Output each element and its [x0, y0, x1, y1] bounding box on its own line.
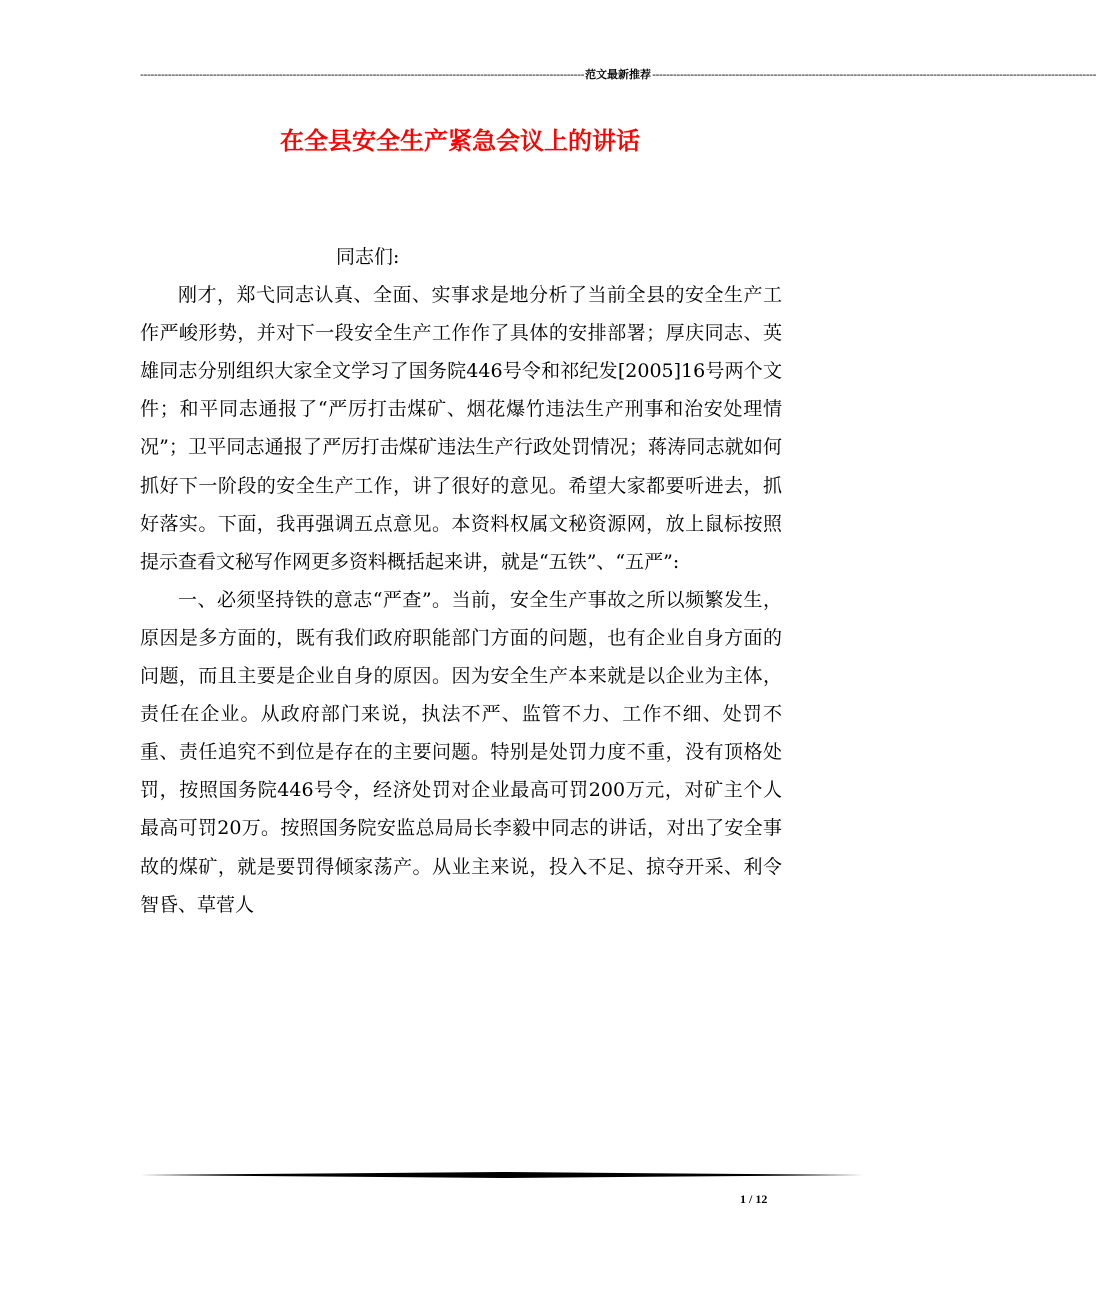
page-number: 1 / 12: [740, 1192, 768, 1206]
salutation: 同志们:: [336, 246, 400, 268]
footer-rule: [140, 1172, 864, 1178]
header-label: 范文最新推荐: [585, 68, 652, 81]
document-body: [140, 238, 782, 924]
header-rule-left: --------------------------------------------------------------------------------------------------------------------------------: [140, 68, 585, 81]
header-rule-right: --------------------------------------------------------------------------------------------------------------------------------: [652, 68, 1096, 81]
paragraph: 刚才，郑弋同志认真、全面、实事求是地分析了当前全县的安全生产工作严峻形势，并对下一段安全生产工作作了具体的安排部署；厚庆同志、英雄同志分别组织大家全文学习了国务院446号令和祁纪发[2005]16号两个文件；和平同志通报了“严厉打击煤矿、烟花爆竹违法生产刑事和治安处理情况”；卫平同志通报了严厉打击煤矿违法生产行政处罚情况；蒋涛同志就如何抓好下一阶段的安全生产工作，讲了很好的意见。希望大家都要听进去，抓好落实。下面，我再强调五点意见。本资料权属文秘资源网，放上鼠标按照提示查看文秘写作网更多资料概括起来讲，就是“五铁”、“五严”:: [140, 284, 782, 573]
document-title: 在全县安全生产紧急会议上的讲话: [280, 127, 640, 155]
page-header: [140, 68, 1096, 82]
paragraph: 一、必须坚持铁的意志“严查”。当前，安全生产事故之所以频繁发生，原因是多方面的，既有我们政府职能部门方面的问题，也有企业自身方面的问题，而且主要是企业自身的原因。因为安全生产本来就是以企业为主体，责任在企业。从政府部门来说，执法不严、监管不力、工作不细、处罚不重、责任追究不到位是存在的主要问题。特别是处罚力度不重，没有顶格处罚，按照国务院446号令，经济处罚对企业最高可罚200万元，对矿主个人最高可罚20万。按照国务院安监总局局长李毅中同志的讲话，对出了安全事故的煤矿，就是要罚得倾家荡产。从业主来说，投入不足、掠夺开采、利令智昏、草菅人: [140, 588, 782, 916]
